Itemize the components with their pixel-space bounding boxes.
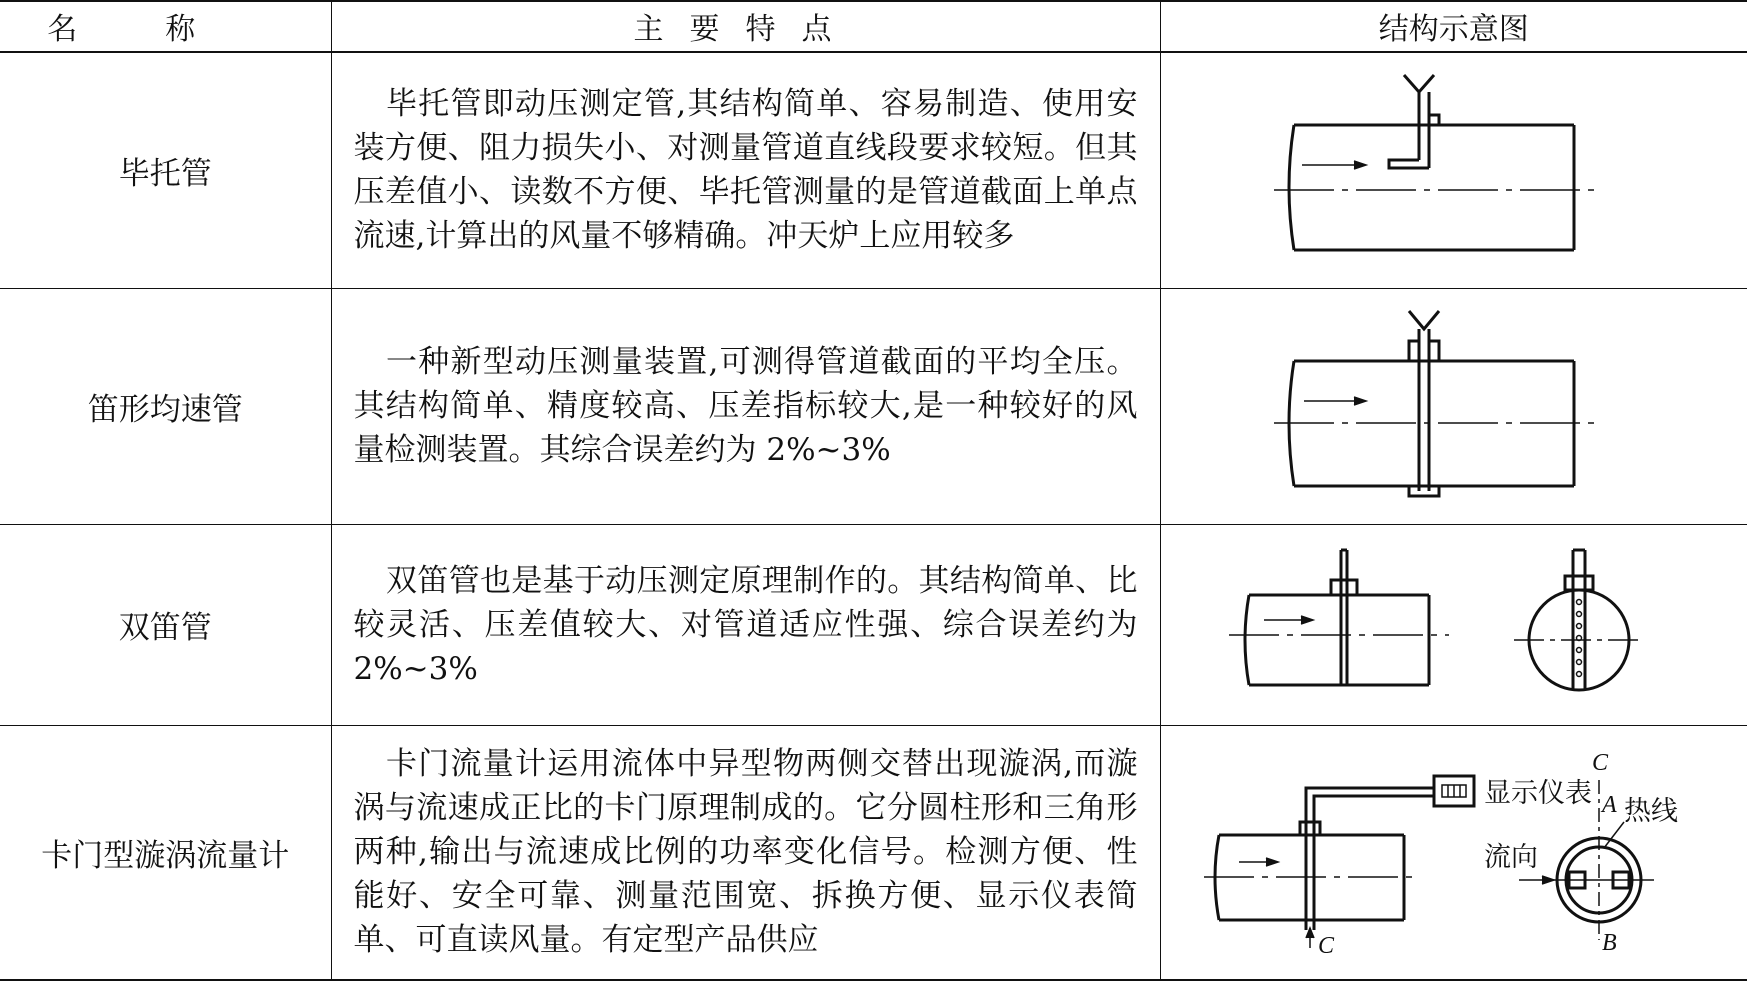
row-diagram [1160,725,1747,980]
row-name: 笛形均速管 [0,288,331,524]
table-row [0,288,1747,524]
karman-vortex-diagram [1194,740,1714,965]
row-name: 卡门型漩涡流量计 [0,725,331,980]
row-name: 双笛管 [0,525,331,726]
table-header-row [0,1,1747,52]
header-diagram: 结构示意图 [1160,1,1747,52]
row-diagram [1160,525,1747,726]
flow-direction-label: 流向 [1483,841,1538,872]
double-flute-diagram [1219,540,1689,710]
section-c-bottom-label: C [1317,932,1334,959]
row-feature: 卡门流量计运用流体中异型物两侧交替出现漩涡,而漩涡与流速成正比的卡门原理制成的。它分圆柱形和三角形两种,输出与流速成比例的功率变化信号。检测方便、性能好、安全可靠、测量范围宽、拆换方便、显示仪表简单、可直读风量。有定型产品供应 [331,725,1160,980]
hotwire-label: 热线 [1623,795,1678,826]
averaging-tube-diagram [1254,301,1654,511]
row-diagram [1160,52,1747,288]
table-row [0,52,1747,288]
table-row [0,525,1747,726]
display-label: 显示仪表 [1483,777,1592,808]
point-a-label: A [1601,791,1617,818]
row-feature: 毕托管即动压测定管,其结构简单、容易制造、使用安装方便、阻力损失小、对测量管道直线段要求较短。但其压差值小、读数不方便、毕托管测量的是管道截面上单点流速,计算出的风量不够精确。冲天炉上应用较多 [331,52,1160,288]
row-name: 毕托管 [0,52,331,288]
table-row [0,725,1747,980]
header-feature: 主要特点 [331,1,1160,52]
pitot-tube-diagram [1254,70,1654,270]
point-b-label: B [1601,929,1617,956]
section-c-top-label: C [1591,749,1608,776]
row-feature: 双笛管也是基于动压测定原理制作的。其结构简单、比较灵活、压差值较大、对管道适应性强、综合误差约为 2%~3% [331,525,1160,726]
header-name: 名称 [0,1,331,52]
row-feature: 一种新型动压测量装置,可测得管道截面的平均全压。其结构简单、精度较高、压差指标较大,是一种较好的风量检测装置。其综合误差约为 2%~3% [331,288,1160,524]
row-diagram [1160,288,1747,524]
